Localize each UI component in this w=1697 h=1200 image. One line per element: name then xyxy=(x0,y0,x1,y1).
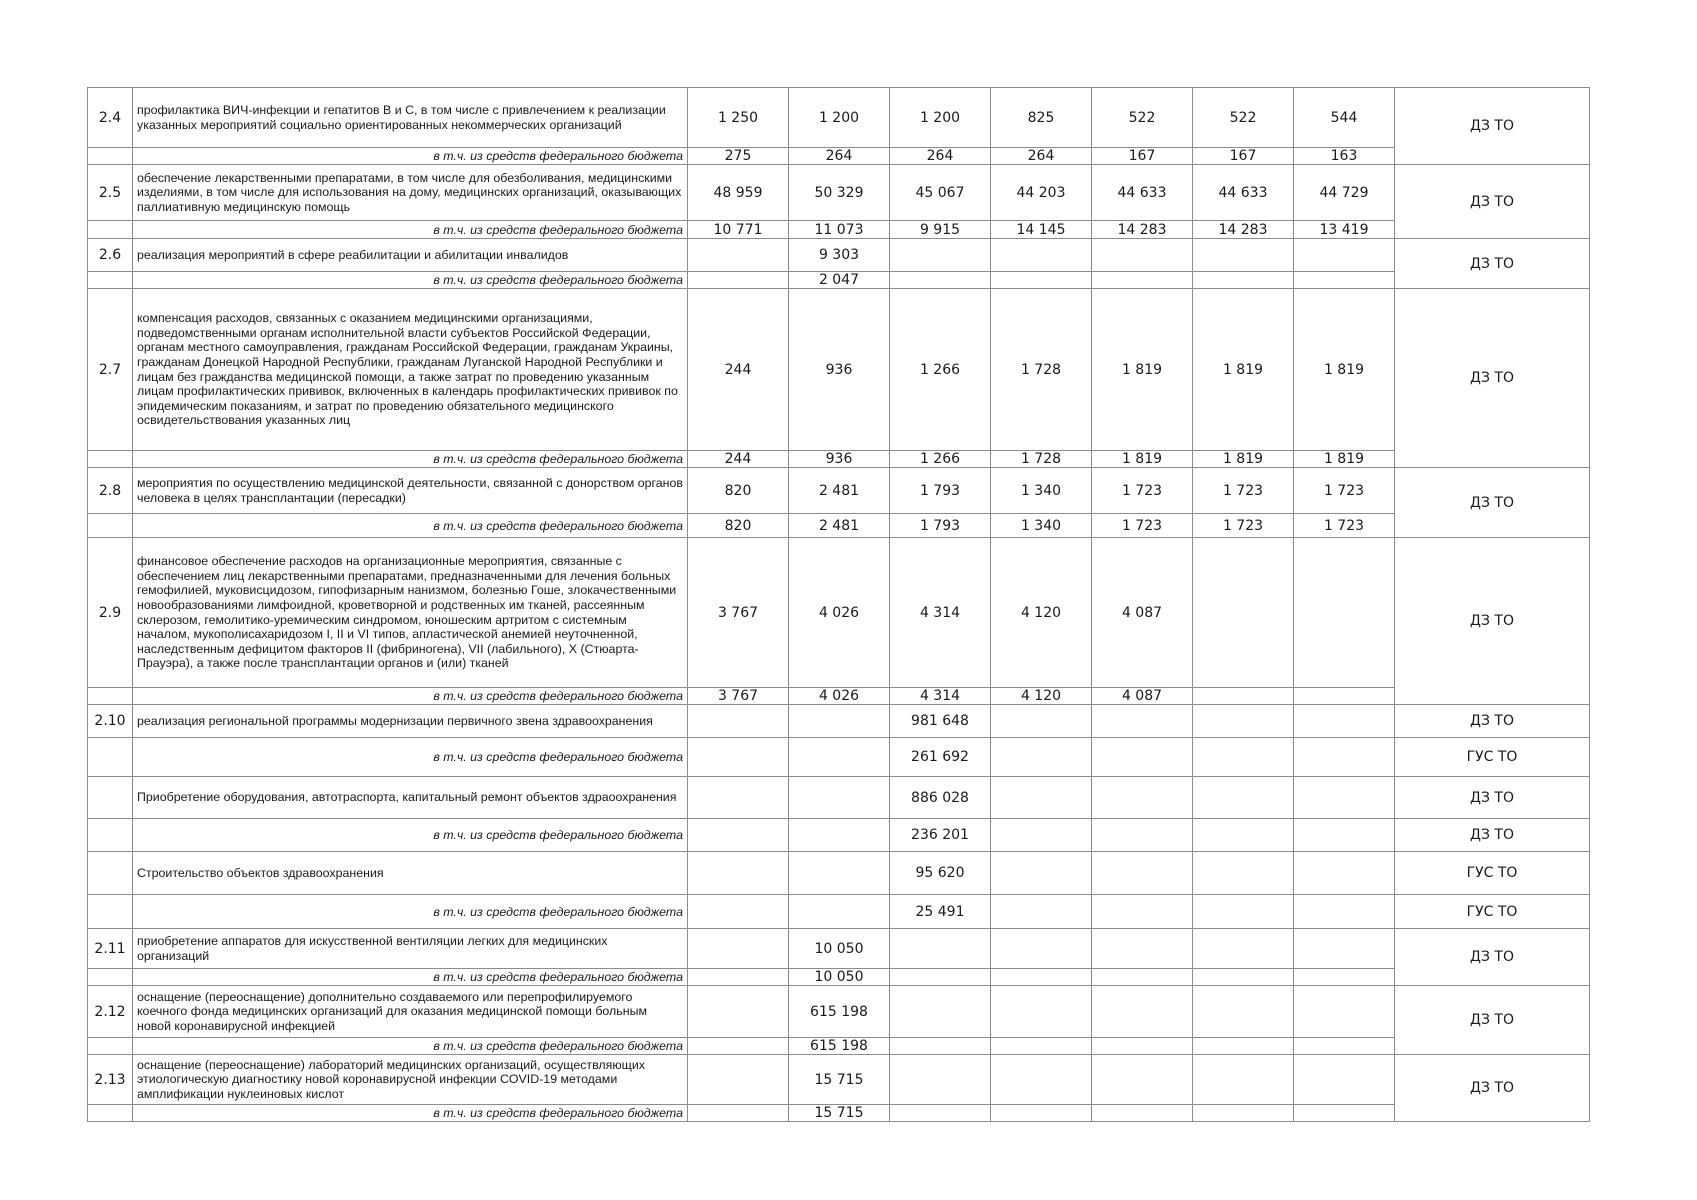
value-cell xyxy=(1294,929,1395,969)
table-row xyxy=(88,221,1590,239)
value-cell: 44 633 xyxy=(1193,165,1294,221)
value-cell xyxy=(1294,738,1395,777)
value-cell: 4 314 xyxy=(890,688,991,705)
value-cell: 1 266 xyxy=(890,289,991,451)
value-cell xyxy=(1193,929,1294,969)
row-description: финансовое обеспечение расходов на организационные мероприятия, связанные с обеспечением лиц лекарственными препаратами, предназначенными для лечения больных гемофилией, муковисцидозом, гипофизарным нанизмом, болезнью Гоше, злокачественными новообразованиями лимфоидной, кроветворной и родственных им тканей, рассеянным склерозом, гемолитико-уремическим синдромом, юношеским артритом с системным началом, мукополисахаридозом I, II и VI типов, апластической анемией неуточненной, наследственным дефицитом факторов II (фибриногена), VII (лабильного), X (Стюарта-Прауэра), а также после трансплантации органов и (или) тканей xyxy=(133,538,688,688)
value-cell xyxy=(890,239,991,272)
value-cell xyxy=(789,777,890,819)
row-number: 2.9 xyxy=(88,538,133,688)
value-cell: 544 xyxy=(1294,88,1395,148)
value-cell xyxy=(688,738,789,777)
value-cell: 4 120 xyxy=(991,538,1092,688)
value-cell: 4 087 xyxy=(1092,538,1193,688)
organization-cell: ДЗ ТО xyxy=(1395,165,1590,239)
value-cell xyxy=(991,1038,1092,1055)
value-cell xyxy=(1294,538,1395,688)
value-cell: 44 633 xyxy=(1092,165,1193,221)
value-cell xyxy=(688,819,789,852)
table-row xyxy=(88,468,1590,514)
value-cell xyxy=(1092,1055,1193,1105)
value-cell: 264 xyxy=(890,148,991,165)
row-description: реализация региональной программы модернизации первичного звена здравоохранения xyxy=(133,705,688,738)
value-cell xyxy=(890,969,991,986)
value-cell xyxy=(1193,1055,1294,1105)
table-row xyxy=(88,895,1590,929)
row-description: реализация мероприятий в сфере реабилитации и абилитации инвалидов xyxy=(133,239,688,272)
value-cell: 2 047 xyxy=(789,272,890,289)
value-cell xyxy=(1092,1038,1193,1055)
table-row xyxy=(88,289,1590,451)
value-cell xyxy=(1092,986,1193,1038)
empty-cell xyxy=(88,895,133,929)
value-cell xyxy=(1294,969,1395,986)
table-row xyxy=(88,929,1590,969)
value-cell: 9 915 xyxy=(890,221,991,239)
row-description: оснащение (переоснащение) дополнительно создаваемого или перепрофилируемого коечного фонда медицинских организаций для оказания медицинской помощи больным новой коронавирусной инфекцией xyxy=(133,986,688,1038)
value-cell: 1 723 xyxy=(1092,468,1193,514)
value-cell: 1 819 xyxy=(1092,289,1193,451)
value-cell xyxy=(1092,777,1193,819)
organization-cell: ДЗ ТО xyxy=(1395,705,1590,738)
table-row xyxy=(88,1105,1590,1122)
value-cell xyxy=(991,1105,1092,1122)
table-row xyxy=(88,688,1590,705)
value-cell: 1 728 xyxy=(991,451,1092,468)
table-row xyxy=(88,738,1590,777)
value-cell xyxy=(1092,239,1193,272)
organization-cell: ДЗ ТО xyxy=(1395,929,1590,986)
value-cell: 14 283 xyxy=(1193,221,1294,239)
table-row xyxy=(88,1055,1590,1105)
value-cell xyxy=(688,705,789,738)
value-cell: 1 266 xyxy=(890,451,991,468)
value-cell xyxy=(1193,819,1294,852)
value-cell: 825 xyxy=(991,88,1092,148)
row-number: 2.12 xyxy=(88,986,133,1038)
value-cell xyxy=(789,738,890,777)
value-cell xyxy=(1294,1105,1395,1122)
value-cell xyxy=(991,819,1092,852)
table-row xyxy=(88,969,1590,986)
value-cell xyxy=(1193,272,1294,289)
value-cell xyxy=(1092,272,1193,289)
table-row xyxy=(88,986,1590,1038)
value-cell: 615 198 xyxy=(789,986,890,1038)
value-cell xyxy=(1193,1105,1294,1122)
value-cell: 522 xyxy=(1193,88,1294,148)
empty-cell xyxy=(88,272,133,289)
value-cell: 615 198 xyxy=(789,1038,890,1055)
federal-budget-label: в т.ч. из средств федерального бюджета xyxy=(133,272,688,289)
value-cell xyxy=(789,705,890,738)
value-cell: 14 145 xyxy=(991,221,1092,239)
value-cell: 1 819 xyxy=(1193,451,1294,468)
value-cell: 4 087 xyxy=(1092,688,1193,705)
table-row xyxy=(88,538,1590,688)
value-cell xyxy=(789,852,890,895)
value-cell xyxy=(1294,895,1395,929)
value-cell xyxy=(688,239,789,272)
value-cell: 244 xyxy=(688,451,789,468)
row-description: компенсация расходов, связанных с оказанием медицинскими организациями, подведомственными органам исполнительной власти субъектов Российской Федерации, органам местного самоуправления, гражданам Российской Федерации, гражданам Украины, гражданам Донецкой Народной Республики, гражданам Луганской Народной Республики и лицам без гражданства медицинской помощи, а также затрат по проведению указанным лицам профилактических прививок, включенных в календарь профилактических прививок по эпидемическим показаниям, и затрат по проведению обязательного медицинского освидетельствования указанных лиц xyxy=(133,289,688,451)
table-row xyxy=(88,777,1590,819)
value-cell xyxy=(1193,1038,1294,1055)
value-cell xyxy=(1193,705,1294,738)
value-cell xyxy=(688,777,789,819)
value-cell: 264 xyxy=(991,148,1092,165)
value-cell xyxy=(1294,688,1395,705)
value-cell: 1 340 xyxy=(991,468,1092,514)
value-cell: 10 050 xyxy=(789,969,890,986)
federal-budget-label: в т.ч. из средств федерального бюджета xyxy=(133,1105,688,1122)
value-cell: 11 073 xyxy=(789,221,890,239)
row-number: 2.10 xyxy=(88,705,133,738)
federal-budget-label: в т.ч. из средств федерального бюджета xyxy=(133,514,688,538)
row-description: обеспечение лекарственными препаратами, в том числе для обезболивания, медицинскими изделиями, в том числе для использования на дому, медицинских организаций, оказывающих паллиативную медицинскую помощь xyxy=(133,165,688,221)
value-cell: 15 715 xyxy=(789,1055,890,1105)
value-cell xyxy=(789,819,890,852)
value-cell xyxy=(890,1055,991,1105)
budget-table xyxy=(87,87,1590,1122)
value-cell xyxy=(890,986,991,1038)
value-cell xyxy=(1193,986,1294,1038)
value-cell xyxy=(688,1055,789,1105)
value-cell: 14 283 xyxy=(1092,221,1193,239)
value-cell xyxy=(1193,777,1294,819)
organization-cell: ДЗ ТО xyxy=(1395,777,1590,819)
value-cell: 4 026 xyxy=(789,538,890,688)
value-cell xyxy=(1193,738,1294,777)
value-cell: 44 203 xyxy=(991,165,1092,221)
federal-budget-label: в т.ч. из средств федерального бюджета xyxy=(133,221,688,239)
value-cell: 167 xyxy=(1193,148,1294,165)
empty-cell xyxy=(88,819,133,852)
value-cell xyxy=(1092,705,1193,738)
value-cell xyxy=(1092,852,1193,895)
value-cell xyxy=(688,986,789,1038)
subitem-description: Приобретение оборудования, автотраспорта, капитальный ремонт объектов здраоохранения xyxy=(133,777,688,819)
value-cell: 261 692 xyxy=(890,738,991,777)
value-cell: 4 120 xyxy=(991,688,1092,705)
row-number: 2.4 xyxy=(88,88,133,148)
value-cell: 275 xyxy=(688,148,789,165)
value-cell xyxy=(991,929,1092,969)
value-cell xyxy=(688,1038,789,1055)
value-cell: 15 715 xyxy=(789,1105,890,1122)
row-description: оснащение (переоснащение) лабораторий медицинских организаций, осуществляющих этиологическую диагностику новой коронавирусной инфекции COVID-19 методами амплификации нуклеиновых кислот xyxy=(133,1055,688,1105)
value-cell xyxy=(890,1105,991,1122)
value-cell: 2 481 xyxy=(789,514,890,538)
value-cell xyxy=(1092,1105,1193,1122)
organization-cell: ДЗ ТО xyxy=(1395,289,1590,468)
value-cell xyxy=(890,272,991,289)
row-number: 2.6 xyxy=(88,239,133,272)
value-cell xyxy=(1092,969,1193,986)
value-cell xyxy=(1294,852,1395,895)
federal-budget-label: в т.ч. из средств федерального бюджета xyxy=(133,969,688,986)
value-cell xyxy=(991,705,1092,738)
value-cell: 3 767 xyxy=(688,688,789,705)
table-row xyxy=(88,148,1590,165)
value-cell: 4 026 xyxy=(789,688,890,705)
value-cell xyxy=(991,738,1092,777)
value-cell: 236 201 xyxy=(890,819,991,852)
organization-cell: ДЗ ТО xyxy=(1395,1055,1590,1122)
value-cell: 820 xyxy=(688,514,789,538)
value-cell xyxy=(1294,777,1395,819)
value-cell: 981 648 xyxy=(890,705,991,738)
value-cell xyxy=(991,895,1092,929)
organization-cell: ГУС ТО xyxy=(1395,895,1590,929)
value-cell xyxy=(688,929,789,969)
value-cell: 820 xyxy=(688,468,789,514)
value-cell xyxy=(890,929,991,969)
empty-cell xyxy=(88,148,133,165)
organization-cell: ДЗ ТО xyxy=(1395,538,1590,705)
value-cell: 45 067 xyxy=(890,165,991,221)
value-cell xyxy=(991,1055,1092,1105)
table-row xyxy=(88,705,1590,738)
value-cell: 10 050 xyxy=(789,929,890,969)
organization-cell: ДЗ ТО xyxy=(1395,819,1590,852)
value-cell: 48 959 xyxy=(688,165,789,221)
federal-budget-label: в т.ч. из средств федерального бюджета xyxy=(133,738,688,777)
federal-budget-label: в т.ч. из средств федерального бюджета xyxy=(133,1038,688,1055)
value-cell: 1 723 xyxy=(1193,468,1294,514)
value-cell: 1 793 xyxy=(890,468,991,514)
value-cell xyxy=(1092,738,1193,777)
row-number: 2.8 xyxy=(88,468,133,514)
value-cell xyxy=(1092,895,1193,929)
value-cell: 1 728 xyxy=(991,289,1092,451)
table-row xyxy=(88,819,1590,852)
value-cell: 44 729 xyxy=(1294,165,1395,221)
organization-cell: ДЗ ТО xyxy=(1395,88,1590,165)
row-number: 2.5 xyxy=(88,165,133,221)
empty-cell xyxy=(88,221,133,239)
value-cell xyxy=(688,272,789,289)
table-row xyxy=(88,852,1590,895)
value-cell: 1 819 xyxy=(1294,289,1395,451)
value-cell xyxy=(1294,272,1395,289)
federal-budget-label: в т.ч. из средств федерального бюджета xyxy=(133,895,688,929)
empty-cell xyxy=(88,514,133,538)
federal-budget-label: в т.ч. из средств федерального бюджета xyxy=(133,819,688,852)
value-cell: 13 419 xyxy=(1294,221,1395,239)
table-row xyxy=(88,451,1590,468)
value-cell xyxy=(688,969,789,986)
value-cell: 936 xyxy=(789,451,890,468)
row-description: профилактика ВИЧ-инфекции и гепатитов В и С, в том числе с привлечением к реализации указанных мероприятий социально ориентированных некоммерческих организаций xyxy=(133,88,688,148)
value-cell: 4 314 xyxy=(890,538,991,688)
value-cell: 167 xyxy=(1092,148,1193,165)
value-cell: 1 723 xyxy=(1294,514,1395,538)
value-cell xyxy=(789,895,890,929)
value-cell: 10 771 xyxy=(688,221,789,239)
value-cell: 886 028 xyxy=(890,777,991,819)
value-cell xyxy=(1092,819,1193,852)
value-cell xyxy=(1193,538,1294,688)
table-row xyxy=(88,88,1590,148)
value-cell xyxy=(1193,895,1294,929)
organization-cell: ДЗ ТО xyxy=(1395,239,1590,289)
value-cell xyxy=(688,852,789,895)
table-row xyxy=(88,165,1590,221)
value-cell xyxy=(1193,239,1294,272)
value-cell xyxy=(1294,239,1395,272)
empty-cell xyxy=(88,738,133,777)
value-cell: 3 767 xyxy=(688,538,789,688)
value-cell xyxy=(1092,929,1193,969)
value-cell: 1 819 xyxy=(1294,451,1395,468)
value-cell: 1 793 xyxy=(890,514,991,538)
value-cell xyxy=(890,1038,991,1055)
value-cell xyxy=(1294,986,1395,1038)
table-row xyxy=(88,272,1590,289)
value-cell xyxy=(688,895,789,929)
row-description: мероприятия по осуществлению медицинской деятельности, связанной с донорством органов человека в целях трансплантации (пересадки) xyxy=(133,468,688,514)
empty-cell xyxy=(88,1038,133,1055)
organization-cell: ДЗ ТО xyxy=(1395,986,1590,1055)
value-cell: 25 491 xyxy=(890,895,991,929)
row-number: 2.7 xyxy=(88,289,133,451)
row-number: 2.13 xyxy=(88,1055,133,1105)
value-cell xyxy=(1193,852,1294,895)
row-description: приобретение аппаратов для искусственной вентиляции легких для медицинских организаций xyxy=(133,929,688,969)
value-cell: 244 xyxy=(688,289,789,451)
empty-cell xyxy=(88,777,133,819)
value-cell xyxy=(1193,688,1294,705)
federal-budget-label: в т.ч. из средств федерального бюджета xyxy=(133,451,688,468)
value-cell: 9 303 xyxy=(789,239,890,272)
row-number: 2.11 xyxy=(88,929,133,969)
value-cell xyxy=(1294,1055,1395,1105)
empty-cell xyxy=(88,969,133,986)
value-cell: 163 xyxy=(1294,148,1395,165)
value-cell xyxy=(1294,819,1395,852)
value-cell: 264 xyxy=(789,148,890,165)
empty-cell xyxy=(88,688,133,705)
value-cell xyxy=(991,239,1092,272)
value-cell: 1 819 xyxy=(1193,289,1294,451)
value-cell: 1 250 xyxy=(688,88,789,148)
federal-budget-label: в т.ч. из средств федерального бюджета xyxy=(133,148,688,165)
value-cell: 1 723 xyxy=(1294,468,1395,514)
empty-cell xyxy=(88,852,133,895)
table-row xyxy=(88,514,1590,538)
value-cell: 50 329 xyxy=(789,165,890,221)
subitem-description: Строительство объектов здравоохранения xyxy=(133,852,688,895)
value-cell xyxy=(991,852,1092,895)
organization-cell: ГУС ТО xyxy=(1395,738,1590,777)
value-cell xyxy=(991,986,1092,1038)
value-cell: 2 481 xyxy=(789,468,890,514)
value-cell: 1 340 xyxy=(991,514,1092,538)
empty-cell xyxy=(88,1105,133,1122)
table-row xyxy=(88,1038,1590,1055)
empty-cell xyxy=(88,451,133,468)
value-cell: 936 xyxy=(789,289,890,451)
value-cell xyxy=(1294,705,1395,738)
value-cell: 1 723 xyxy=(1193,514,1294,538)
organization-cell: ГУС ТО xyxy=(1395,852,1590,895)
value-cell xyxy=(991,272,1092,289)
value-cell: 522 xyxy=(1092,88,1193,148)
value-cell: 1 819 xyxy=(1092,451,1193,468)
value-cell: 1 723 xyxy=(1092,514,1193,538)
organization-cell: ДЗ ТО xyxy=(1395,468,1590,538)
table-row xyxy=(88,239,1590,272)
value-cell xyxy=(1294,1038,1395,1055)
value-cell xyxy=(1193,969,1294,986)
value-cell xyxy=(688,1105,789,1122)
federal-budget-label: в т.ч. из средств федерального бюджета xyxy=(133,688,688,705)
value-cell: 1 200 xyxy=(789,88,890,148)
value-cell: 95 620 xyxy=(890,852,991,895)
value-cell: 1 200 xyxy=(890,88,991,148)
value-cell xyxy=(991,777,1092,819)
value-cell xyxy=(991,969,1092,986)
